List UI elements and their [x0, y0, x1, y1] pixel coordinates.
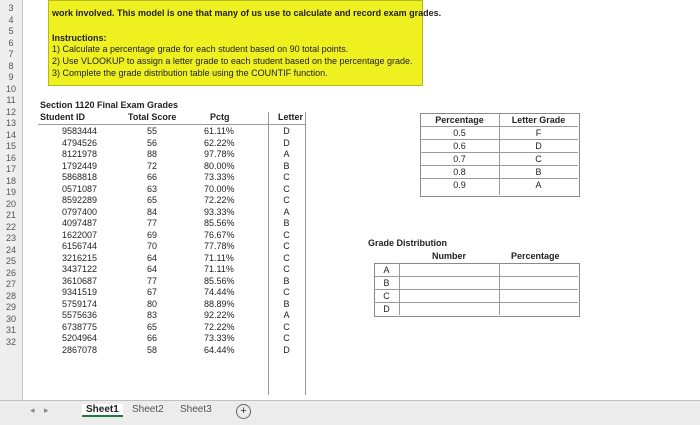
distribution-grade-cell[interactable]: B [383, 278, 390, 288]
distribution-number-cell[interactable] [402, 304, 497, 314]
row-number: 26 [5, 267, 16, 278]
row-number: 22 [5, 221, 16, 232]
student-id-cell[interactable]: 6156744 [62, 241, 98, 251]
lookup-letter-cell[interactable]: C [535, 154, 542, 164]
student-id-cell[interactable]: 9341519 [62, 287, 98, 297]
student-id-cell[interactable]: 3610687 [62, 275, 98, 286]
sheet-tab-1[interactable]: Sheet1 [82, 404, 123, 417]
score-cell[interactable]: 67 [146, 287, 157, 297]
letter-cell[interactable]: C [283, 333, 290, 343]
distribution-percentage-cell[interactable] [502, 291, 576, 301]
student-id-cell[interactable]: 9583444 [62, 126, 98, 136]
instruction-line-1: 1) Calculate a percentage grade for each student based on 90 total points. [52, 44, 349, 54]
instruction-line-2: 2) Use VLOOKUP to assign a letter grade to each student based on the percentage grade. [52, 56, 413, 66]
distribution-row-line [374, 302, 578, 303]
lookup-row-line [420, 126, 578, 127]
letter-cell[interactable]: C [283, 264, 290, 274]
score-cell[interactable]: 88 [146, 149, 157, 159]
sheet-tab-bar [0, 400, 700, 425]
pctg-cell[interactable]: 80.00% [204, 160, 235, 171]
distribution-percentage-cell[interactable] [502, 304, 576, 314]
student-id-cell[interactable]: 4794526 [62, 137, 98, 148]
distribution-grade-cell[interactable]: D [383, 304, 390, 314]
row-number: 27 [5, 279, 16, 289]
pctg-cell[interactable]: 73.33% [204, 172, 235, 182]
row-number: 24 [5, 244, 16, 255]
letter-cell[interactable]: C [283, 321, 290, 332]
row-number: 10 [5, 83, 16, 94]
row-number: 29 [5, 302, 16, 312]
row-number: 15 [5, 141, 16, 151]
letter-cell[interactable]: B [283, 218, 290, 228]
pctg-cell[interactable]: 88.89% [204, 298, 235, 309]
pctg-cell[interactable]: 61.11% [204, 126, 234, 136]
score-cell[interactable]: 84 [146, 206, 157, 217]
letter-cell[interactable]: B [283, 275, 290, 286]
letter-cell[interactable]: B [283, 298, 290, 309]
header-student-id: Student ID [40, 112, 85, 122]
letter-col-border-right [305, 112, 306, 395]
score-cell[interactable]: 70 [146, 241, 157, 251]
pctg-cell[interactable]: 71.11% [204, 252, 234, 263]
score-cell[interactable]: 63 [146, 183, 157, 194]
lookup-letter-cell[interactable]: D [535, 141, 542, 151]
letter-cell[interactable]: C [283, 252, 290, 263]
score-cell[interactable]: 72 [146, 160, 157, 171]
row-number: 18 [5, 175, 16, 186]
letter-cell[interactable]: C [283, 241, 290, 251]
instructions-heading: Instructions: [52, 33, 107, 43]
student-id-cell[interactable]: 1622007 [62, 229, 98, 240]
pctg-cell[interactable]: 92.22% [204, 310, 235, 320]
lookup-letter-cell[interactable]: A [535, 180, 542, 190]
student-id-cell[interactable]: 8121978 [62, 149, 98, 159]
distribution-percentage-cell[interactable] [502, 278, 576, 288]
distribution-number-cell[interactable] [402, 278, 497, 288]
lookup-pct-cell[interactable]: 0.9 [453, 180, 466, 190]
score-cell[interactable]: 83 [146, 310, 157, 320]
lookup-header-letter: Letter Grade [511, 115, 566, 125]
pctg-cell[interactable]: 73.33% [204, 333, 235, 343]
distribution-title: Grade Distribution [368, 238, 448, 248]
student-id-cell[interactable]: 8592289 [62, 195, 98, 205]
row-number: 31 [5, 325, 16, 335]
pctg-cell[interactable]: 93.33% [204, 206, 235, 217]
distribution-percentage-cell[interactable] [502, 265, 576, 275]
pctg-cell[interactable]: 70.00% [204, 183, 235, 194]
row-number: 28 [5, 290, 16, 301]
student-id-cell[interactable]: 5759174 [62, 298, 98, 309]
score-cell[interactable]: 66 [146, 172, 157, 182]
distribution-header-number: Number [432, 251, 467, 261]
lookup-pct-cell[interactable]: 0.5 [453, 128, 466, 138]
lookup-row-line [420, 139, 578, 140]
row-number: 19 [5, 187, 16, 197]
scroll-left-icon[interactable]: ◂ [30, 405, 35, 415]
letter-cell[interactable]: B [283, 160, 290, 171]
header-pctg: Pctg [210, 112, 230, 122]
pctg-cell[interactable]: 71.11% [204, 264, 234, 274]
row-number: 3 [8, 3, 14, 13]
lookup-pct-cell[interactable]: 0.6 [453, 141, 466, 151]
pctg-cell[interactable]: 64.44% [204, 344, 235, 355]
row-number: 17 [5, 164, 16, 174]
letter-cell[interactable]: D [283, 344, 290, 355]
student-id-cell[interactable]: 6738775 [62, 321, 98, 332]
lookup-letter-cell[interactable]: F [535, 128, 542, 138]
row-number: 4 [8, 14, 14, 25]
row-number: 21 [5, 210, 16, 220]
row-number: 32 [5, 336, 16, 347]
intro-text: work involved. This model is one that many of us use to calculate and record exam grades. [52, 8, 442, 18]
row-number: 23 [5, 233, 16, 243]
lookup-pct-cell[interactable]: 0.7 [453, 154, 466, 164]
row-number: 25 [5, 256, 16, 266]
student-id-cell[interactable]: 0797400 [62, 206, 98, 217]
header-underline [38, 124, 306, 125]
student-id-cell[interactable]: 5575636 [62, 310, 98, 320]
student-id-cell[interactable]: 4097487 [62, 218, 98, 228]
header-letter: Letter [278, 112, 304, 122]
pctg-cell[interactable]: 62.22% [204, 137, 235, 148]
row-number: 13 [5, 118, 16, 128]
lookup-header-percentage: Percentage [435, 115, 484, 125]
row-number: 14 [5, 129, 16, 140]
row-number: 30 [5, 313, 16, 324]
student-id-cell[interactable]: 1792449 [62, 160, 98, 171]
pctg-cell[interactable]: 74.44% [204, 287, 235, 297]
pctg-cell[interactable]: 72.22% [204, 321, 235, 332]
lookup-pct-cell[interactable]: 0.8 [453, 167, 466, 177]
lookup-row-line [420, 152, 578, 153]
score-cell[interactable]: 64 [146, 252, 157, 263]
scroll-right-icon[interactable]: ▸ [44, 405, 49, 415]
student-id-cell[interactable]: 5868818 [62, 172, 98, 182]
table-title: Section 1120 Final Exam Grades [40, 100, 179, 110]
distribution-row-line [374, 289, 578, 290]
letter-cell[interactable]: C [283, 183, 290, 194]
row-number: 16 [5, 152, 16, 163]
pctg-cell[interactable]: 97.78% [204, 149, 235, 159]
instruction-line-3: 3) Complete the grade distribution table using the COUNTIF function. [52, 68, 328, 78]
pctg-cell[interactable]: 77.78% [204, 241, 235, 251]
row-number: 9 [8, 72, 14, 82]
score-cell[interactable]: 55 [146, 126, 157, 136]
header-total-score: Total Score [128, 112, 177, 122]
letter-cell[interactable]: D [283, 137, 290, 148]
distribution-grade-cell[interactable]: A [383, 265, 390, 275]
score-cell[interactable]: 66 [146, 333, 157, 343]
letter-cell[interactable]: A [283, 206, 290, 217]
distribution-number-cell[interactable] [402, 291, 497, 301]
score-cell[interactable]: 58 [146, 344, 157, 355]
row-number: 12 [5, 106, 16, 117]
score-cell[interactable]: 77 [146, 218, 157, 228]
pctg-cell[interactable]: 85.56% [204, 218, 235, 228]
add-sheet-icon[interactable]: + [236, 404, 251, 419]
pctg-cell[interactable]: 85.56% [204, 275, 235, 286]
student-id-cell[interactable]: 0571087 [62, 183, 98, 194]
student-id-cell[interactable]: 2867078 [62, 344, 98, 355]
row-number: 20 [5, 198, 16, 209]
row-number: 6 [8, 37, 14, 48]
letter-cell[interactable]: A [283, 149, 290, 159]
lookup-row-line [420, 165, 578, 166]
pctg-cell[interactable]: 76.67% [204, 229, 235, 240]
row-number: 5 [8, 26, 14, 36]
row-number: 7 [8, 49, 14, 59]
letter-cell[interactable]: D [283, 126, 290, 136]
sheet-tab-3[interactable]: Sheet3 [180, 404, 212, 415]
letter-cell[interactable]: C [283, 287, 290, 297]
score-cell[interactable]: 80 [146, 298, 157, 309]
score-cell[interactable]: 64 [146, 264, 157, 274]
sheet-tab-2[interactable]: Sheet2 [132, 404, 164, 415]
letter-cell[interactable]: C [283, 195, 290, 205]
student-id-cell[interactable]: 3437122 [62, 264, 98, 274]
student-id-cell[interactable]: 3216215 [62, 252, 98, 263]
score-cell[interactable]: 77 [146, 275, 157, 286]
score-cell[interactable]: 69 [146, 229, 157, 240]
student-id-cell[interactable]: 5204964 [62, 333, 98, 343]
distribution-number-cell[interactable] [402, 265, 497, 275]
score-cell[interactable]: 56 [146, 137, 157, 148]
row-number: 8 [8, 60, 14, 71]
distribution-header-percentage: Percentage [511, 251, 560, 261]
pctg-cell[interactable]: 72.22% [204, 195, 235, 205]
letter-cell[interactable]: C [283, 172, 290, 182]
distribution-row-line [374, 276, 578, 277]
score-cell[interactable]: 65 [146, 321, 157, 332]
score-cell[interactable]: 65 [146, 195, 157, 205]
letter-cell[interactable]: C [283, 229, 290, 240]
distribution-grade-cell[interactable]: C [383, 291, 390, 301]
row-number: 11 [6, 95, 16, 105]
lookup-letter-cell[interactable]: B [535, 167, 542, 177]
letter-cell[interactable]: A [283, 310, 290, 320]
lookup-row-line [420, 178, 578, 179]
